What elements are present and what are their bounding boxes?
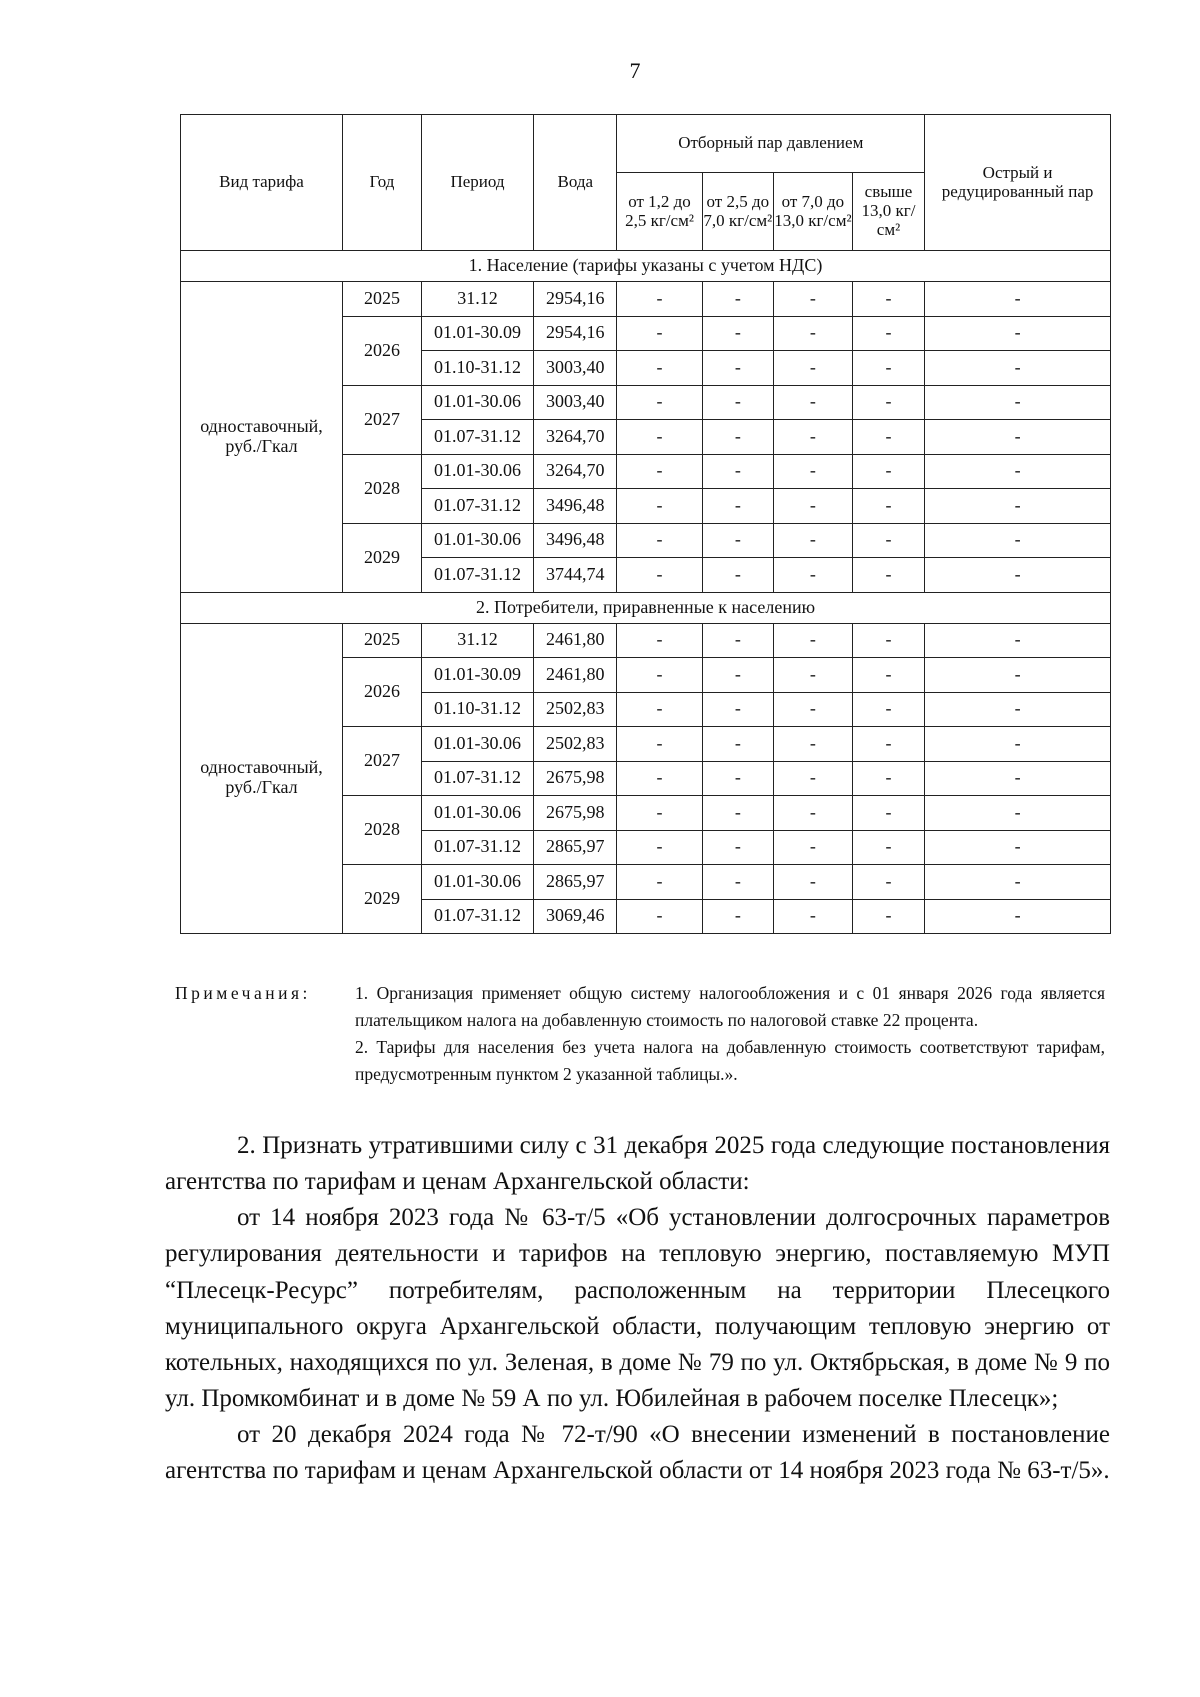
period-cell: 01.10-31.12 — [421, 692, 533, 727]
year-cell: 2027 — [343, 727, 422, 796]
empty-value-cell: - — [773, 865, 852, 900]
table-row — [181, 623, 1111, 658]
period-cell: 01.01-30.09 — [421, 658, 533, 693]
water-value-cell: 2865,97 — [534, 865, 617, 900]
empty-value-cell: - — [852, 282, 924, 317]
year-cell: 2029 — [343, 865, 422, 934]
year-cell: 2026 — [343, 316, 422, 385]
empty-value-cell: - — [925, 692, 1111, 727]
header-water: Вода — [534, 115, 617, 251]
header-steam-group: Отборный пар давлением — [617, 115, 925, 173]
empty-value-cell: - — [617, 623, 702, 658]
paragraph-2: от 14 ноября 2023 года № 63-т/5 «Об установлении долгосрочных параметров регулирования деятельности и тарифов на тепловую энергию, поставляемую МУП “Плесецк-Ресурс” потребителям, расположенным на территории Плесецкого муниципального округа Архангельской области, получающим тепловую энергию от котельных, находящихся по ул. Зеленая, в доме № 79 по ул. Октябрьская, в доме № 9 по ул. Промкомбинат и в доме № 59 А по ул. Юбилейная в рабочем поселке Плесецк»; — [165, 1204, 1110, 1412]
empty-value-cell: - — [852, 454, 924, 489]
header-period: Период — [421, 115, 533, 251]
empty-value-cell: - — [617, 899, 702, 934]
empty-value-cell: - — [925, 385, 1111, 420]
header-steam-col-1: от 1,2 до 2,5 кг/см² — [617, 173, 702, 251]
empty-value-cell: - — [617, 692, 702, 727]
empty-value-cell: - — [925, 865, 1111, 900]
empty-value-cell: - — [852, 351, 924, 386]
empty-value-cell: - — [617, 489, 702, 524]
empty-value-cell: - — [852, 385, 924, 420]
header-steam-col-4: свыше 13,0 кг/см² — [852, 173, 924, 251]
empty-value-cell: - — [852, 899, 924, 934]
empty-value-cell: - — [773, 658, 852, 693]
empty-value-cell: - — [617, 796, 702, 831]
empty-value-cell: - — [925, 351, 1111, 386]
water-value-cell: 3003,40 — [534, 351, 617, 386]
empty-value-cell: - — [702, 865, 773, 900]
year-cell: 2027 — [343, 385, 422, 454]
period-cell: 01.01-30.06 — [421, 865, 533, 900]
water-value-cell: 3496,48 — [534, 523, 617, 558]
empty-value-cell: - — [773, 623, 852, 658]
empty-value-cell: - — [925, 523, 1111, 558]
empty-value-cell: - — [773, 523, 852, 558]
empty-value-cell: - — [773, 761, 852, 796]
year-cell: 2029 — [343, 523, 422, 592]
notes-label: Примечания: — [175, 983, 311, 1003]
period-cell: 01.07-31.12 — [421, 761, 533, 796]
year-cell: 2028 — [343, 454, 422, 523]
empty-value-cell: - — [925, 489, 1111, 524]
empty-value-cell: - — [617, 658, 702, 693]
empty-value-cell: - — [617, 830, 702, 865]
empty-value-cell: - — [773, 727, 852, 762]
empty-value-cell: - — [773, 899, 852, 934]
water-value-cell: 2502,83 — [534, 727, 617, 762]
empty-value-cell: - — [617, 282, 702, 317]
empty-value-cell: - — [617, 558, 702, 593]
empty-value-cell: - — [925, 558, 1111, 593]
empty-value-cell: - — [702, 658, 773, 693]
empty-value-cell: - — [925, 420, 1111, 455]
period-cell: 01.01-30.09 — [421, 316, 533, 351]
empty-value-cell: - — [702, 454, 773, 489]
water-value-cell: 3069,46 — [534, 899, 617, 934]
water-value-cell: 3264,70 — [534, 420, 617, 455]
period-cell: 01.07-31.12 — [421, 558, 533, 593]
water-value-cell: 2675,98 — [534, 796, 617, 831]
empty-value-cell: - — [852, 865, 924, 900]
tariff-kind-cell: одноставочный, руб./Гкал — [181, 282, 343, 593]
water-value-cell: 3744,74 — [534, 558, 617, 593]
empty-value-cell: - — [852, 420, 924, 455]
tariff-kind-cell: одноставочный, руб./Гкал — [181, 623, 343, 934]
empty-value-cell: - — [852, 523, 924, 558]
empty-value-cell: - — [702, 316, 773, 351]
header-steam-col-3: от 7,0 до 13,0 кг/см² — [773, 173, 852, 251]
empty-value-cell: - — [773, 558, 852, 593]
empty-value-cell: - — [702, 420, 773, 455]
paragraph-3: от 20 декабря 2024 года № 72-т/90 «О внесении изменений в постановление агентства по тарифам и ценам Архангельской области от 14 ноября 2023 года № 63-т/5». — [165, 1421, 1110, 1485]
empty-value-cell: - — [773, 830, 852, 865]
period-cell: 01.10-31.12 — [421, 351, 533, 386]
water-value-cell: 2954,16 — [534, 316, 617, 351]
period-cell: 01.01-30.06 — [421, 796, 533, 831]
header-steam-col-2: от 2,5 до 7,0 кг/см² — [702, 173, 773, 251]
empty-value-cell: - — [617, 523, 702, 558]
empty-value-cell: - — [925, 658, 1111, 693]
water-value-cell: 2461,80 — [534, 623, 617, 658]
empty-value-cell: - — [852, 830, 924, 865]
water-value-cell: 2954,16 — [534, 282, 617, 317]
period-cell: 01.07-31.12 — [421, 899, 533, 934]
water-value-cell: 3264,70 — [534, 454, 617, 489]
empty-value-cell: - — [702, 385, 773, 420]
period-cell: 01.01-30.06 — [421, 523, 533, 558]
empty-value-cell: - — [925, 761, 1111, 796]
period-cell: 31.12 — [421, 623, 533, 658]
header-sharp-steam-label: Острый и редуцированный пар — [941, 162, 1094, 201]
empty-value-cell: - — [617, 727, 702, 762]
note-item-1: 1. Организация применяет общую систему налогообложения и с 01 января 2026 года является плательщиком налога на добавленную стоимость по налоговой ставке 22 процента. — [355, 983, 1105, 1031]
empty-value-cell: - — [773, 316, 852, 351]
period-cell: 01.01-30.06 — [421, 385, 533, 420]
empty-value-cell: - — [852, 558, 924, 593]
year-cell: 2025 — [343, 623, 422, 658]
empty-value-cell: - — [925, 282, 1111, 317]
tariff-table-body — [181, 251, 1111, 934]
empty-value-cell: - — [617, 316, 702, 351]
empty-value-cell: - — [617, 385, 702, 420]
period-cell: 01.07-31.12 — [421, 420, 533, 455]
empty-value-cell: - — [773, 454, 852, 489]
year-cell: 2026 — [343, 658, 422, 727]
section-title: 1. Население (тарифы указаны с учетом НДС) — [181, 251, 1111, 282]
empty-value-cell: - — [925, 454, 1111, 489]
empty-value-cell: - — [702, 523, 773, 558]
empty-value-cell: - — [702, 692, 773, 727]
empty-value-cell: - — [773, 385, 852, 420]
empty-value-cell: - — [925, 830, 1111, 865]
note-item-2: 2. Тарифы для населения без учета налога на добавленную стоимость соответствуют тарифам, предусмотренным пунктом 2 указанной таблицы.». — [355, 1037, 1105, 1085]
empty-value-cell: - — [773, 351, 852, 386]
empty-value-cell: - — [617, 865, 702, 900]
empty-value-cell: - — [702, 796, 773, 831]
empty-value-cell: - — [925, 899, 1111, 934]
period-cell: 31.12 — [421, 282, 533, 317]
table-row — [181, 282, 1111, 317]
empty-value-cell: - — [925, 796, 1111, 831]
body-text — [165, 1128, 1110, 1489]
empty-value-cell: - — [702, 830, 773, 865]
period-cell: 01.01-30.06 — [421, 727, 533, 762]
water-value-cell: 3496,48 — [534, 489, 617, 524]
notes — [175, 980, 1105, 1089]
paragraph-1: 2. Признать утратившими силу с 31 декабря 2025 года следующие постановления агентства по тарифам и ценам Архангельской области: — [165, 1132, 1110, 1196]
header-kind: Вид тарифа — [181, 115, 343, 251]
empty-value-cell: - — [773, 489, 852, 524]
page-number: 7 — [629, 58, 641, 83]
period-cell: 01.01-30.06 — [421, 454, 533, 489]
empty-value-cell: - — [773, 420, 852, 455]
water-value-cell: 2865,97 — [534, 830, 617, 865]
empty-value-cell: - — [852, 623, 924, 658]
water-value-cell: 2502,83 — [534, 692, 617, 727]
water-value-cell: 2461,80 — [534, 658, 617, 693]
empty-value-cell: - — [702, 899, 773, 934]
section-title: 2. Потребители, приравненные к населению — [181, 592, 1111, 623]
empty-value-cell: - — [852, 761, 924, 796]
tariff-table — [180, 114, 1111, 934]
empty-value-cell: - — [925, 623, 1111, 658]
empty-value-cell: - — [702, 761, 773, 796]
empty-value-cell: - — [925, 727, 1111, 762]
empty-value-cell: - — [852, 658, 924, 693]
empty-value-cell: - — [852, 692, 924, 727]
empty-value-cell: - — [773, 282, 852, 317]
empty-value-cell: - — [702, 623, 773, 658]
empty-value-cell: - — [852, 796, 924, 831]
empty-value-cell: - — [702, 282, 773, 317]
period-cell: 01.07-31.12 — [421, 489, 533, 524]
empty-value-cell: - — [702, 558, 773, 593]
empty-value-cell: - — [617, 420, 702, 455]
water-value-cell: 2675,98 — [534, 761, 617, 796]
empty-value-cell: - — [925, 316, 1111, 351]
empty-value-cell: - — [773, 692, 852, 727]
empty-value-cell: - — [852, 316, 924, 351]
empty-value-cell: - — [617, 761, 702, 796]
year-cell: 2025 — [343, 282, 422, 317]
empty-value-cell: - — [617, 454, 702, 489]
empty-value-cell: - — [617, 351, 702, 386]
header-year: Год — [343, 115, 422, 251]
empty-value-cell: - — [852, 727, 924, 762]
header-sharp-steam — [925, 115, 1111, 251]
empty-value-cell: - — [702, 489, 773, 524]
water-value-cell: 3003,40 — [534, 385, 617, 420]
empty-value-cell: - — [702, 727, 773, 762]
empty-value-cell: - — [852, 489, 924, 524]
empty-value-cell: - — [773, 796, 852, 831]
period-cell: 01.07-31.12 — [421, 830, 533, 865]
empty-value-cell: - — [702, 351, 773, 386]
year-cell: 2028 — [343, 796, 422, 865]
